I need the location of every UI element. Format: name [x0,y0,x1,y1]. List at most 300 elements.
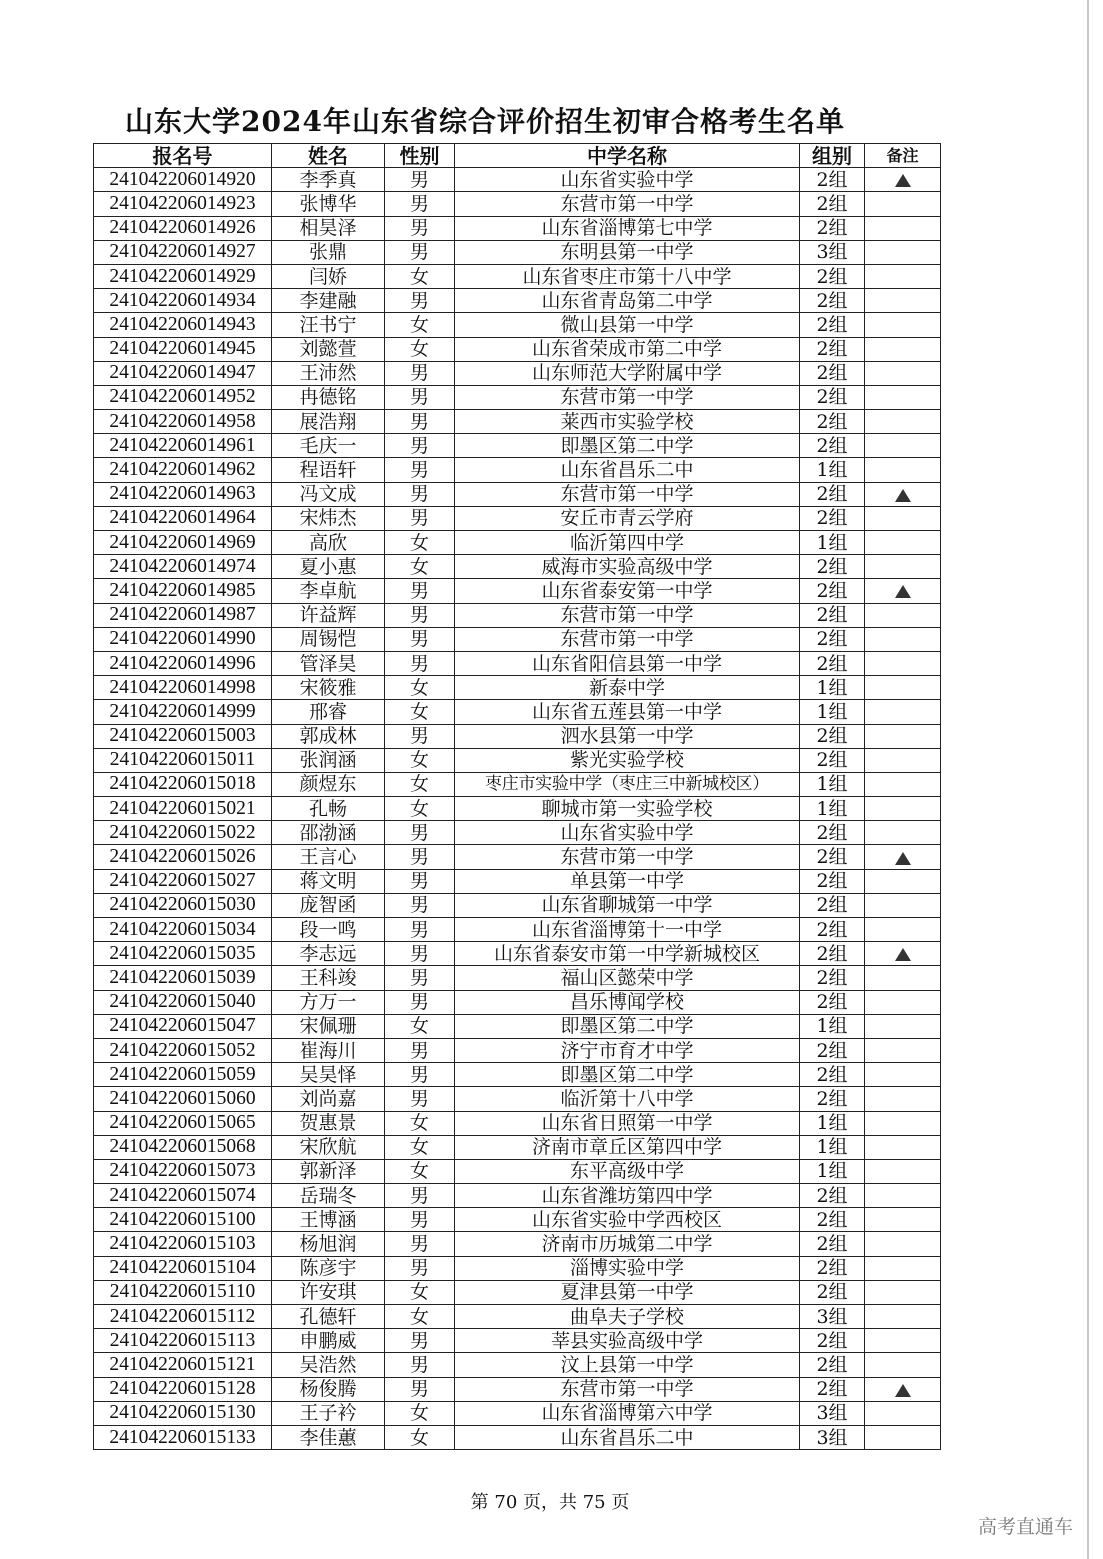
cell-remark [865,1087,941,1111]
cell-remark [865,1159,941,1183]
cell-school: 莱西市实验学校 [455,410,800,434]
cell-registration-no: 241042206015112 [94,1305,272,1329]
cell-name: 张润涵 [272,748,385,772]
cell-school: 山东省实验中学 [455,168,800,192]
cell-gender: 男 [385,385,455,409]
cell-group: 1组 [800,772,865,796]
cell-school: 山东省实验中学 [455,821,800,845]
cell-remark [865,216,941,240]
cell-school: 夏津县第一中学 [455,1280,800,1304]
cell-remark [865,1353,941,1377]
table-row [94,313,941,337]
cell-school: 山东省日照第一中学 [455,1111,800,1135]
cell-remark [865,168,941,192]
candidate-table [93,143,941,1450]
triangle-marker-icon [895,948,911,961]
cell-name: 李卓航 [272,579,385,603]
table-row [94,918,941,942]
cell-gender: 男 [385,603,455,627]
cell-gender: 男 [385,651,455,675]
cell-name: 王沛然 [272,361,385,385]
cell-name: 宋欣航 [272,1135,385,1159]
cell-gender: 女 [385,676,455,700]
cell-remark [865,1135,941,1159]
cell-remark [865,531,941,555]
cell-gender: 男 [385,216,455,240]
cell-group: 2组 [800,918,865,942]
cell-remark [865,966,941,990]
cell-name: 张博华 [272,192,385,216]
table-row [94,264,941,288]
cell-group: 1组 [800,531,865,555]
cell-school: 山东省淄博第六中学 [455,1401,800,1425]
cell-registration-no: 241042206015011 [94,748,272,772]
cell-group: 2组 [800,1184,865,1208]
cell-registration-no: 241042206014987 [94,603,272,627]
table-row [94,482,941,506]
cell-remark [865,1208,941,1232]
cell-school: 泗水县第一中学 [455,724,800,748]
cell-group: 2组 [800,1329,865,1353]
cell-remark [865,869,941,893]
table-row [94,1377,941,1401]
cell-group: 2组 [800,264,865,288]
cell-name: 贺惠景 [272,1111,385,1135]
cell-remark [865,651,941,675]
header-gender: 性别 [385,144,455,168]
table-row [94,410,941,434]
cell-group: 2组 [800,579,865,603]
cell-name: 李季真 [272,168,385,192]
cell-remark [865,458,941,482]
cell-gender: 女 [385,1111,455,1135]
cell-name: 庞智函 [272,893,385,917]
cell-school: 山东省昌乐二中 [455,458,800,482]
cell-remark [865,724,941,748]
cell-school: 紫光实验学校 [455,748,800,772]
table-row [94,700,941,724]
cell-registration-no: 241042206015052 [94,1038,272,1062]
cell-group: 1组 [800,1111,865,1135]
cell-school: 东营市第一中学 [455,482,800,506]
cell-gender: 男 [385,1256,455,1280]
cell-name: 许益辉 [272,603,385,627]
cell-remark [865,1256,941,1280]
cell-group: 2组 [800,603,865,627]
document-title: 山东大学2024年山东省综合评价招生初审合格考生名单 [125,105,845,138]
cell-registration-no: 241042206015121 [94,1353,272,1377]
cell-gender: 男 [385,1087,455,1111]
cell-group: 2组 [800,506,865,530]
cell-gender: 女 [385,748,455,772]
cell-name: 邢睿 [272,700,385,724]
cell-name: 许安琪 [272,1280,385,1304]
cell-school: 临沂第十八中学 [455,1087,800,1111]
cell-school: 临沂第四中学 [455,531,800,555]
cell-registration-no: 241042206014929 [94,264,272,288]
cell-school: 昌乐博闻学校 [455,990,800,1014]
cell-gender: 女 [385,313,455,337]
table-row [94,1087,941,1111]
cell-remark [865,361,941,385]
cell-school: 东明县第一中学 [455,240,800,264]
cell-remark [865,1014,941,1038]
cell-remark [865,313,941,337]
cell-remark [865,700,941,724]
cell-registration-no: 241042206015018 [94,772,272,796]
table-row [94,1208,941,1232]
cell-registration-no: 241042206014974 [94,555,272,579]
cell-group: 2组 [800,385,865,409]
cell-group: 1组 [800,1135,865,1159]
cell-group: 1组 [800,700,865,724]
table-row [94,627,941,651]
cell-school: 微山县第一中学 [455,313,800,337]
cell-school: 山东省潍坊第四中学 [455,1184,800,1208]
cell-registration-no: 241042206014920 [94,168,272,192]
cell-remark [865,821,941,845]
cell-remark [865,337,941,361]
cell-group: 2组 [800,313,865,337]
cell-gender: 男 [385,966,455,990]
cell-remark [865,845,941,869]
cell-group: 3组 [800,1401,865,1425]
cell-registration-no: 241042206015068 [94,1135,272,1159]
cell-group: 3组 [800,1425,865,1449]
table-row [94,1232,941,1256]
cell-name: 吴昊怿 [272,1063,385,1087]
table-row [94,168,941,192]
cell-gender: 男 [385,1208,455,1232]
cell-school: 东营市第一中学 [455,627,800,651]
cell-name: 相昊泽 [272,216,385,240]
cell-group: 2组 [800,216,865,240]
cell-gender: 女 [385,264,455,288]
cell-gender: 男 [385,1232,455,1256]
cell-group: 2组 [800,168,865,192]
cell-name: 闫娇 [272,264,385,288]
cell-group: 2组 [800,1087,865,1111]
cell-gender: 男 [385,506,455,530]
table-row [94,724,941,748]
cell-registration-no: 241042206014962 [94,458,272,482]
cell-school: 山东省青岛第二中学 [455,289,800,313]
table-row [94,579,941,603]
cell-gender: 男 [385,434,455,458]
cell-registration-no: 241042206014927 [94,240,272,264]
cell-school: 聊城市第一实验学校 [455,797,800,821]
cell-group: 2组 [800,410,865,434]
cell-gender: 女 [385,555,455,579]
cell-gender: 男 [385,579,455,603]
table-row [94,772,941,796]
cell-school: 单县第一中学 [455,869,800,893]
table-row [94,1111,941,1135]
cell-name: 宋炜杰 [272,506,385,530]
table-row [94,1425,941,1449]
table-row [94,1401,941,1425]
cell-remark [865,385,941,409]
header-name: 姓名 [272,144,385,168]
cell-name: 陈彦宇 [272,1256,385,1280]
table-row [94,990,941,1014]
table-row [94,1135,941,1159]
cell-group: 2组 [800,651,865,675]
cell-name: 李建融 [272,289,385,313]
cell-remark [865,797,941,821]
cell-name: 汪书宁 [272,313,385,337]
cell-name: 刘懿萱 [272,337,385,361]
cell-gender: 女 [385,1280,455,1304]
table-row [94,216,941,240]
cell-group: 1组 [800,797,865,821]
cell-registration-no: 241042206015030 [94,893,272,917]
table-row [94,1159,941,1183]
cell-name: 王言心 [272,845,385,869]
cell-group: 2组 [800,1232,865,1256]
cell-name: 夏小惠 [272,555,385,579]
cell-remark [865,506,941,530]
watermark-text: 高考直通车 [977,1516,1073,1538]
cell-registration-no: 241042206015103 [94,1232,272,1256]
cell-registration-no: 241042206015100 [94,1208,272,1232]
cell-group: 2组 [800,1208,865,1232]
cell-gender: 女 [385,531,455,555]
cell-school: 济宁市育才中学 [455,1038,800,1062]
cell-registration-no: 241042206014958 [94,410,272,434]
cell-name: 杨俊腾 [272,1377,385,1401]
cell-school: 汶上县第一中学 [455,1353,800,1377]
cell-school: 即墨区第二中学 [455,1063,800,1087]
header-school: 中学名称 [455,144,800,168]
cell-remark [865,1305,941,1329]
cell-group: 2组 [800,869,865,893]
cell-registration-no: 241042206014963 [94,482,272,506]
cell-registration-no: 241042206014923 [94,192,272,216]
cell-registration-no: 241042206015022 [94,821,272,845]
table-row [94,1256,941,1280]
cell-registration-no: 241042206014999 [94,700,272,724]
table-row [94,192,941,216]
triangle-marker-icon [895,489,911,502]
cell-registration-no: 241042206014934 [94,289,272,313]
cell-gender: 男 [385,410,455,434]
cell-remark [865,482,941,506]
cell-gender: 男 [385,1038,455,1062]
cell-name: 周锡恺 [272,627,385,651]
cell-group: 2组 [800,1063,865,1087]
cell-registration-no: 241042206015128 [94,1377,272,1401]
cell-group: 1组 [800,1014,865,1038]
cell-registration-no: 241042206014926 [94,216,272,240]
cell-name: 高欣 [272,531,385,555]
cell-group: 2组 [800,1256,865,1280]
table-row [94,337,941,361]
cell-gender: 男 [385,1377,455,1401]
cell-school: 安丘市青云学府 [455,506,800,530]
cell-group: 2组 [800,821,865,845]
cell-name: 孔德轩 [272,1305,385,1329]
cell-remark [865,1401,941,1425]
cell-remark [865,990,941,1014]
cell-name: 宋筱雅 [272,676,385,700]
cell-name: 王科竣 [272,966,385,990]
table-row [94,893,941,917]
cell-group: 2组 [800,361,865,385]
cell-gender: 男 [385,458,455,482]
cell-gender: 男 [385,289,455,313]
cell-school: 山东省枣庄市第十八中学 [455,264,800,288]
cell-remark [865,579,941,603]
cell-school: 济南市章丘区第四中学 [455,1135,800,1159]
cell-school: 淄博实验中学 [455,1256,800,1280]
table-row [94,966,941,990]
cell-name: 颜煜东 [272,772,385,796]
cell-gender: 男 [385,482,455,506]
cell-gender: 女 [385,337,455,361]
cell-registration-no: 241042206015104 [94,1256,272,1280]
cell-remark [865,1329,941,1353]
cell-registration-no: 241042206014947 [94,361,272,385]
cell-remark [865,192,941,216]
cell-registration-no: 241042206015027 [94,869,272,893]
cell-remark [865,942,941,966]
cell-remark [865,603,941,627]
cell-group: 2组 [800,1377,865,1401]
cell-name: 张鼎 [272,240,385,264]
cell-name: 郭新泽 [272,1159,385,1183]
cell-registration-no: 241042206015074 [94,1184,272,1208]
cell-school: 即墨区第二中学 [455,434,800,458]
cell-gender: 男 [385,724,455,748]
cell-registration-no: 241042206014985 [94,579,272,603]
cell-name: 吴浩然 [272,1353,385,1377]
cell-gender: 男 [385,1184,455,1208]
cell-registration-no: 241042206015039 [94,966,272,990]
cell-school: 山东省泰安第一中学 [455,579,800,603]
cell-registration-no: 241042206014990 [94,627,272,651]
cell-group: 2组 [800,434,865,458]
cell-registration-no: 241042206015021 [94,797,272,821]
cell-name: 杨旭润 [272,1232,385,1256]
table-row [94,240,941,264]
cell-remark [865,289,941,313]
cell-school: 山东省五莲县第一中学 [455,700,800,724]
table-row [94,869,941,893]
table-row [94,531,941,555]
cell-school: 东营市第一中学 [455,1377,800,1401]
cell-gender: 男 [385,918,455,942]
table-row [94,676,941,700]
cell-name: 方万一 [272,990,385,1014]
cell-remark [865,918,941,942]
table-row [94,748,941,772]
table-row [94,603,941,627]
cell-remark [865,627,941,651]
cell-registration-no: 241042206015034 [94,918,272,942]
cell-group: 1组 [800,458,865,482]
cell-school: 山东省淄博第十一中学 [455,918,800,942]
cell-gender: 男 [385,990,455,1014]
cell-school: 曲阜夫子学校 [455,1305,800,1329]
cell-school: 山东省实验中学西校区 [455,1208,800,1232]
cell-name: 段一鸣 [272,918,385,942]
cell-school: 东营市第一中学 [455,385,800,409]
cell-group: 3组 [800,240,865,264]
cell-remark [865,1038,941,1062]
cell-gender: 女 [385,772,455,796]
cell-gender: 女 [385,1401,455,1425]
cell-registration-no: 241042206014969 [94,531,272,555]
cell-name: 王子衿 [272,1401,385,1425]
header-registration-no: 报名号 [94,144,272,168]
cell-school: 威海市实验高级中学 [455,555,800,579]
cell-name: 宋佩珊 [272,1014,385,1038]
cell-gender: 女 [385,797,455,821]
cell-registration-no: 241042206015130 [94,1401,272,1425]
cell-remark [865,772,941,796]
cell-registration-no: 241042206015059 [94,1063,272,1087]
page-edge-line [1087,0,1089,1559]
cell-school: 山东省荣成市第二中学 [455,337,800,361]
cell-gender: 男 [385,942,455,966]
header-remark: 备注 [865,144,941,168]
cell-registration-no: 241042206014943 [94,313,272,337]
cell-registration-no: 241042206015065 [94,1111,272,1135]
cell-remark [865,1377,941,1401]
cell-group: 2组 [800,893,865,917]
table-row [94,1353,941,1377]
table-row [94,1329,941,1353]
table-row [94,942,941,966]
cell-group: 2组 [800,1038,865,1062]
cell-gender: 男 [385,361,455,385]
cell-school: 福山区懿荣中学 [455,966,800,990]
cell-group: 2组 [800,555,865,579]
cell-group: 2组 [800,748,865,772]
cell-registration-no: 241042206014964 [94,506,272,530]
cell-remark [865,434,941,458]
cell-school: 济南市历城第二中学 [455,1232,800,1256]
cell-registration-no: 241042206015060 [94,1087,272,1111]
table-row [94,651,941,675]
cell-gender: 男 [385,1329,455,1353]
cell-name: 王博涵 [272,1208,385,1232]
cell-school: 山东省昌乐二中 [455,1425,800,1449]
cell-group: 2组 [800,627,865,651]
table-row [94,1063,941,1087]
cell-remark [865,240,941,264]
cell-name: 毛庆一 [272,434,385,458]
cell-remark [865,893,941,917]
cell-registration-no: 241042206015026 [94,845,272,869]
table-row [94,821,941,845]
table-row [94,1014,941,1038]
cell-name: 邵渤涵 [272,821,385,845]
cell-remark [865,1425,941,1449]
cell-gender: 男 [385,168,455,192]
cell-remark [865,410,941,434]
cell-registration-no: 241042206014952 [94,385,272,409]
triangle-marker-icon [895,1384,911,1397]
cell-school: 山东省泰安市第一中学新城校区 [455,942,800,966]
cell-registration-no: 241042206015110 [94,1280,272,1304]
table-header-row [94,144,941,168]
cell-group: 2组 [800,966,865,990]
cell-group: 1组 [800,676,865,700]
cell-gender: 女 [385,1305,455,1329]
cell-group: 2组 [800,845,865,869]
